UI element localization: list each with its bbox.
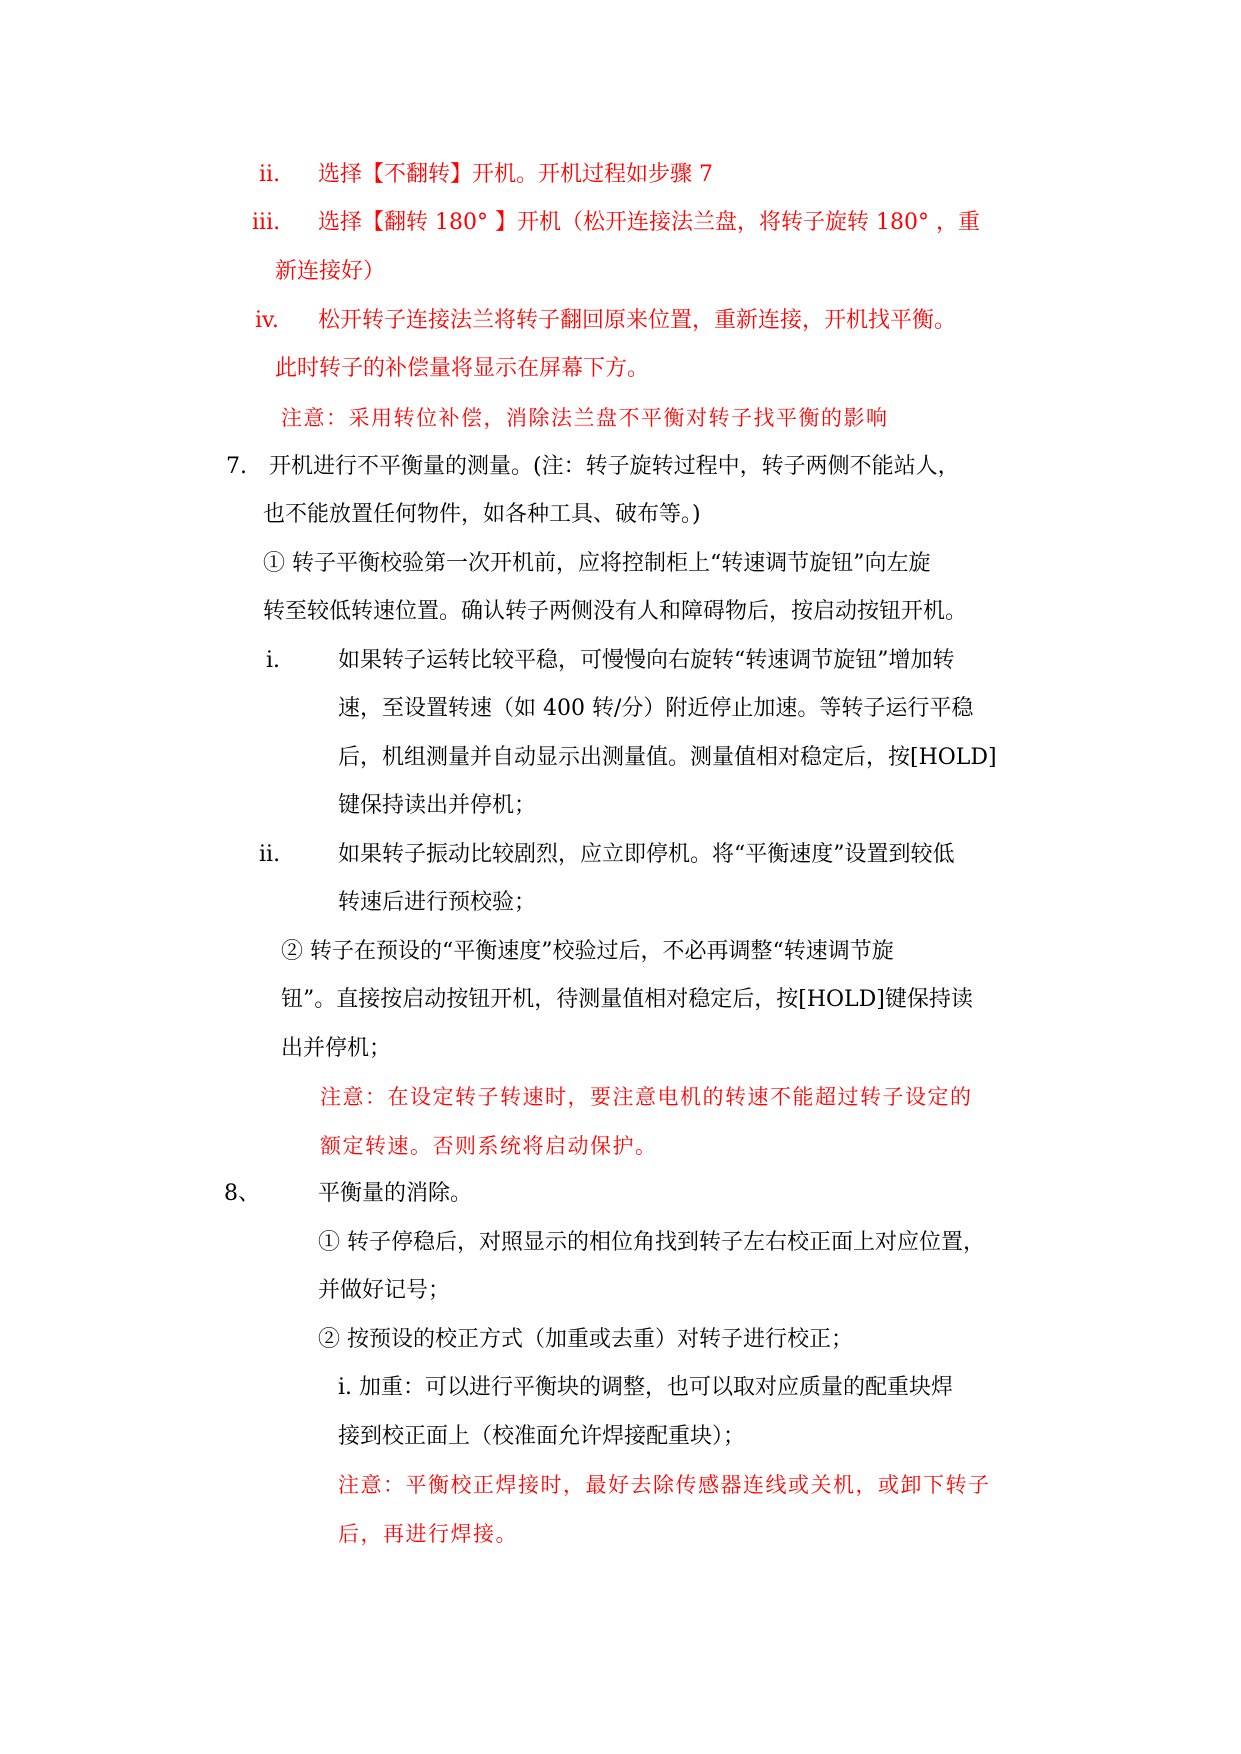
list-marker-iv: iv.	[255, 308, 279, 333]
step-7-circle2-line1: ② 转子在预设的“平衡速度”校验过后，不必再调整“转速调节旋	[281, 939, 894, 964]
step-7-circle2-line2: 钮”。直接按启动按钮开机，待测量值相对稳定后，按[HOLD]键保持读	[281, 987, 973, 1012]
step-7-circle1-line1: ① 转子平衡校验第一次开机前，应将控制柜上“转速调节旋钮”向左旋	[263, 551, 931, 576]
list-marker-iii: iii.	[252, 210, 281, 235]
step-8-circle1-line2: 并做好记号；	[318, 1278, 451, 1303]
step-7-note-line1: 注意：在设定转子转速时，要注意电机的转速不能超过转子设定的	[320, 1085, 973, 1109]
step-7-circle1-line2: 转至较低转速位置。确认转子两侧没有人和障碍物后，按启动按钮开机。	[263, 599, 968, 624]
note-flange-compensation: 注意：采用转位补偿，消除法兰盘不平衡对转子找平衡的影响	[281, 406, 889, 430]
step-7-sub-i-marker: i.	[266, 648, 281, 673]
step-8-circle1-line1: ① 转子停稳后，对照显示的相位角找到转子左右校正面上对应位置，	[318, 1230, 985, 1255]
step-8-note-line1: 注意：平衡校正焊接时，最好去除传感器连线或关机，或卸下转子	[338, 1473, 991, 1497]
step-8-title: 平衡量的消除。	[318, 1181, 473, 1206]
step-8-sub-i-line2: 接到校正面上（校准面允许焊接配重块）；	[338, 1424, 746, 1449]
step-7-marker: 7.	[226, 454, 247, 479]
step-7-circle2-line3: 出并停机；	[281, 1036, 392, 1061]
step-7-sub-ii-line2: 转速后进行预校验；	[338, 890, 537, 915]
step-7-sub-i-line2: 速，至设置转速（如 400 转/分）附近停止加速。等转子运行平稳	[338, 696, 974, 721]
step-7-note-line2: 额定转速。否则系统将启动保护。	[320, 1134, 658, 1158]
item-iii-line1: 选择【翻转 180° 】开机（松开连接法兰盘，将转子旋转 180° ，重	[318, 210, 980, 235]
step-8-sub-i-line1: i. 加重：可以进行平衡块的调整，也可以取对应质量的配重块焊	[338, 1375, 954, 1400]
step-7-sub-i-line3: 后，机组测量并自动显示出测量值。测量值相对稳定后，按[HOLD]	[338, 745, 997, 770]
step-7-sub-i-line1: 如果转子运转比较平稳，可慢慢向右旋转“转速调节旋钮”增加转	[338, 648, 955, 673]
item-iii-line2: 新连接好）	[275, 259, 386, 284]
step-8-marker: 8、	[224, 1181, 260, 1206]
step-7-sub-i-line4: 键保持读出并停机；	[338, 793, 537, 818]
step-7-sub-ii-marker: ii.	[259, 842, 281, 867]
item-ii-text: 选择【不翻转】开机。开机过程如步骤 7	[318, 162, 713, 187]
step-7-sub-ii-line1: 如果转子振动比较剧烈，应立即停机。将“平衡速度”设置到较低	[338, 842, 955, 867]
step-8-note-line2: 后，再进行焊接。	[338, 1522, 518, 1546]
step-7-line1: 开机进行不平衡量的测量。(注：转子旋转过程中，转子两侧不能站人，	[269, 454, 960, 479]
list-marker-ii: ii.	[259, 162, 281, 187]
step-8-circle2-line1: ② 按预设的校正方式（加重或去重）对转子进行校正；	[318, 1327, 853, 1352]
item-iv-line1: 松开转子连接法兰将转子翻回原来位置，重新连接，开机找平衡。	[318, 308, 957, 333]
step-7-line2: 也不能放置任何物件，如各种工具、破布等。)	[263, 502, 701, 527]
item-iv-line2: 此时转子的补偿量将显示在屏幕下方。	[275, 356, 650, 381]
